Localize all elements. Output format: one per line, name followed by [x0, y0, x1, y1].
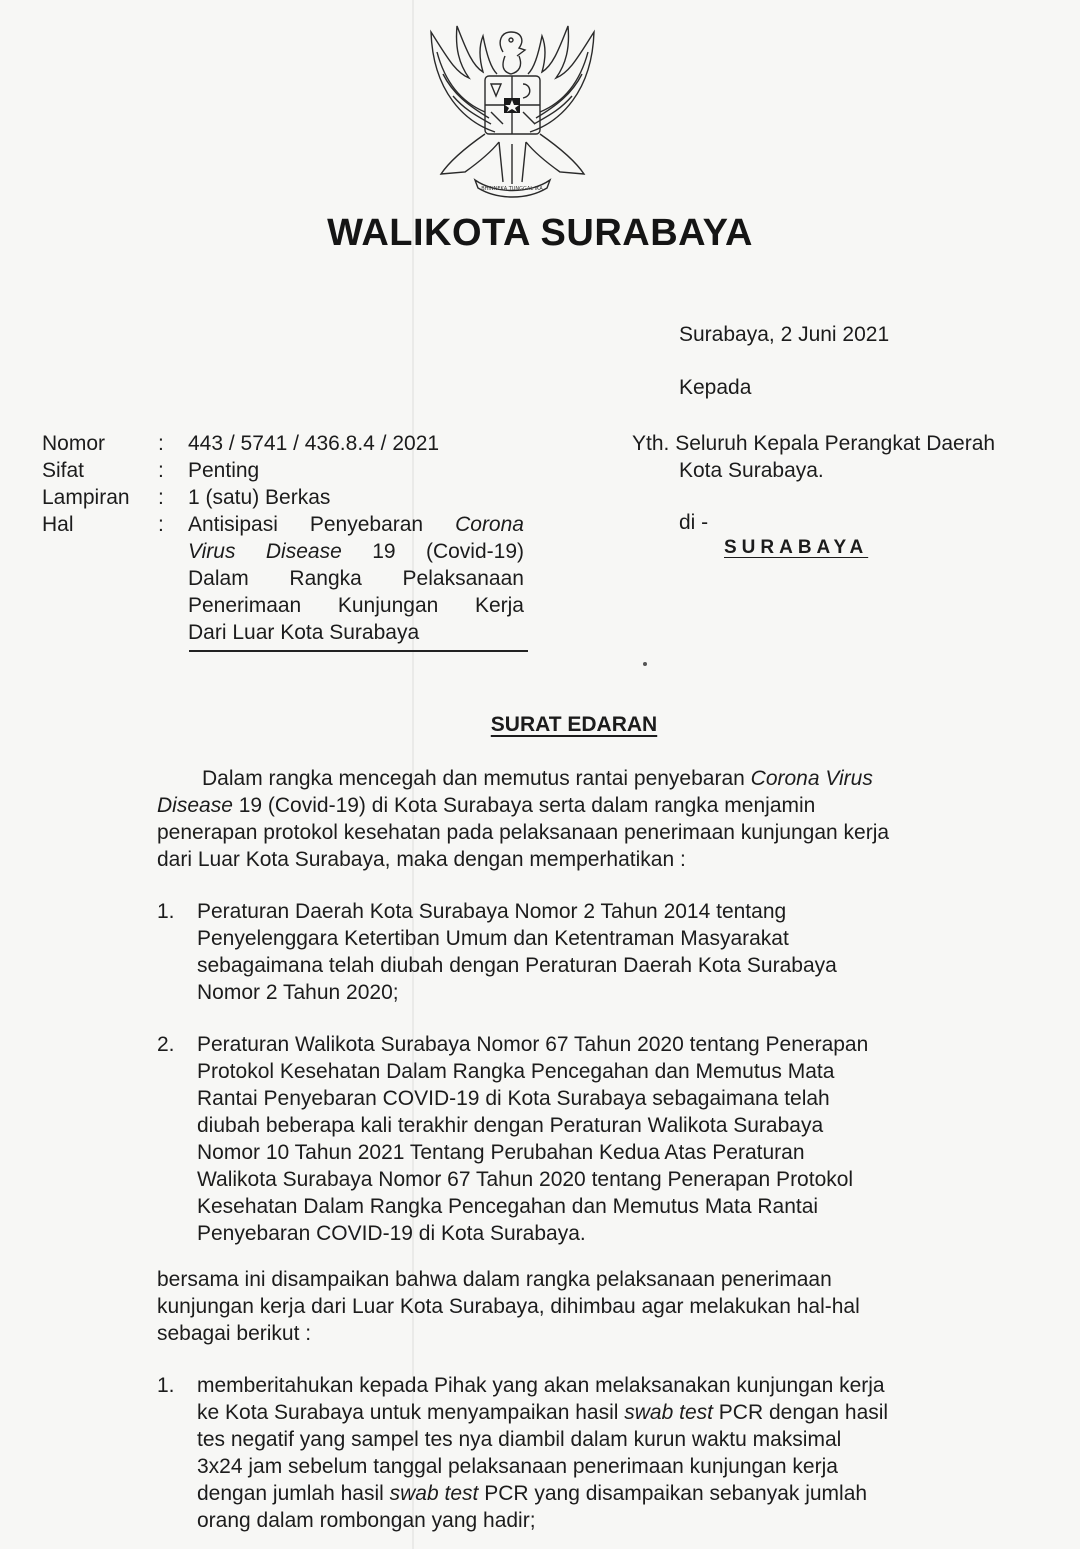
hal-label: Hal: [42, 513, 74, 536]
nomor-value: 443 / 5741 / 436.8.4 / 2021: [188, 432, 440, 455]
consideration-item: 1. Peraturan Daerah Kota Surabaya Nomor 2 Tahun 2014 tentang Penyelenggara Ketertiban Umum dan Ketentraman Masyarakat sebagaimana telah diubah dengan Peraturan Daerah Kota Surabaya Nomor 2 Tahun 2020;: [157, 900, 837, 1004]
sifat-label: Sifat: [42, 459, 85, 482]
recipient-line-1: Seluruh Kepala Perangkat Daerah: [675, 432, 996, 455]
consideration-item: 2. Peraturan Walikota Surabaya Nomor 67 Tahun 2020 tentang Penerapan Protokol Kesehatan Dalam Rangka Pencegahan dan Memutus Mata Rantai Penyebaran COVID-19 di Kota Surabaya sebagaimana telah diubah beberapa kali terakhir dengan Peraturan Walikota Surabaya Nomor 10 Tahun 2021 Tentang Perubahan Kedua Atas Peraturan Walikota Surabaya Nomor 67 Tahun 2020 tentang Penerapan Protokol Kesehatan Dalam Rangka Pencegahan dan Memutus Mata Rantai Penyebaran COVID-19 di Kota Surabaya.: [157, 1033, 869, 1245]
recipient-line-2: Kota Surabaya.: [679, 459, 824, 482]
svg-text:BHINNEKA TUNGGAL IKA: BHINNEKA TUNGGAL IKA: [481, 186, 543, 192]
sifat-value: Penting: [188, 459, 260, 482]
intro-paragraph: Dalam rangka mencegah dan memutus rantai penyebaran Corona Virus Disease 19 (Covid-19) di Kota Surabaya serta dalam rangka menjamin penerapan protokol kesehatan pada pelaksanaan penerimaan kunjungan kerja dari Luar Kota Surabaya, maka dengan memperhatikan :: [157, 767, 890, 871]
recipient-di: di -: [679, 511, 709, 534]
letterhead-title: WALIKOTA SURABAYA: [327, 212, 753, 254]
recipient-block: [632, 430, 995, 484]
colon: :: [158, 459, 164, 482]
nomor-label: Nomor: [42, 432, 106, 455]
recipient-prefix: Yth.: [632, 432, 670, 455]
garuda-emblem-icon: [425, 12, 600, 198]
letter-metadata: [42, 430, 524, 646]
colon: :: [158, 486, 164, 509]
meta-row-sifat: [42, 457, 524, 484]
meta-row-hal: [42, 511, 524, 646]
lampiran-label: Lampiran: [42, 486, 130, 509]
addressee-intro: Kepada: [679, 376, 752, 399]
paper-speck: [643, 662, 647, 666]
lampiran-value: 1 (satu) Berkas: [188, 486, 331, 509]
colon: :: [158, 513, 164, 536]
letter-date: Surabaya, 2 Juni 2021: [679, 323, 890, 346]
subject-underline: [189, 650, 528, 652]
meta-row-lampiran: [42, 484, 524, 511]
recipient-city: SURABAYA: [724, 537, 869, 558]
colon: :: [158, 432, 164, 455]
document-title: SURAT EDARAN: [490, 713, 658, 736]
meta-row-nomor: [42, 430, 524, 457]
instruction-item: 1. memberitahukan kepada Pihak yang akan melaksanakan kunjungan kerja ke Kota Surabaya untuk menyampaikan hasil swab test PCR dengan hasil tes negatif yang sampel tes nya diambil dalam kurun waktu maksimal 3x24 jam sebelum tanggal pelaksanaan penerimaan kunjungan kerja dengan jumlah hasil swab test PCR yang disampaikan sebanyak jumlah orang dalam rombongan yang hadir;: [157, 1374, 889, 1532]
hal-value: Antisipasi Penyebaran Corona Virus Disease 19 (Covid-19) Dalam Rangka Pelaksanaan Penerimaan Kunjungan Kerja Dari Luar Kota Surabaya: [188, 513, 524, 644]
closing-paragraph: bersama ini disampaikan bahwa dalam rangka pelaksanaan penerimaan kunjungan kerja dari Luar Kota Surabaya, dihimbau agar melakukan hal-hal sebagai berikut :: [157, 1268, 860, 1345]
